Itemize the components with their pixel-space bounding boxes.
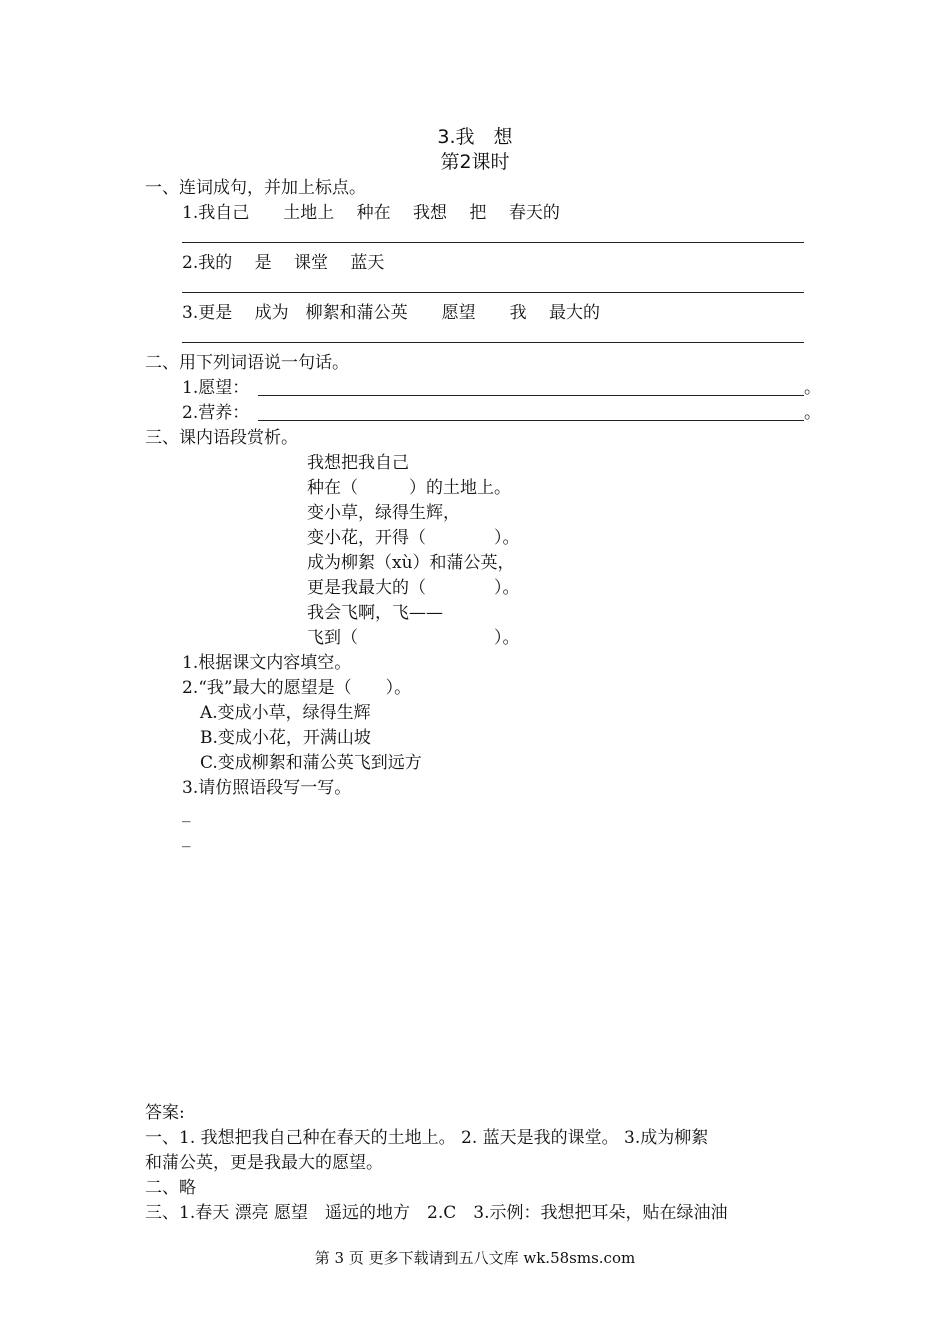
- question-1: 1.根据课文内容填空。: [182, 653, 352, 673]
- answer-line-2[interactable]: [182, 292, 804, 293]
- answer-line: 三、1.春天 漂亮 愿望 遥远的地方 2.C 3.示例：我想把耳朵，贴在绿油油: [145, 1203, 728, 1223]
- poem-line: 我想把我自己: [307, 453, 409, 473]
- question-3: 3.请仿照语段写一写。: [182, 778, 352, 798]
- answer-line-3[interactable]: [182, 342, 804, 343]
- answer-line-1[interactable]: [182, 242, 804, 243]
- answers-heading: 答案:: [145, 1103, 185, 1123]
- poem-line: 更是我最大的（ ）。: [307, 578, 520, 598]
- option-a[interactable]: A.变成小草，绿得生辉: [200, 703, 371, 723]
- lesson-subtitle: 第2课时: [440, 151, 510, 173]
- answer-line: 和蒲公英，更是我最大的愿望。: [145, 1153, 383, 1173]
- section1-item-1: 1.我自己 土地上 种在 我想 把 春天的: [182, 203, 560, 223]
- writing-blank-1[interactable]: _: [182, 803, 191, 823]
- poem-line: 成为柳絮（xù）和蒲公英，: [307, 553, 515, 573]
- section2-heading: 二、用下列词语说一句话。: [145, 353, 349, 373]
- period-mark-1: 。: [804, 378, 821, 398]
- sentence-line-1[interactable]: [258, 395, 804, 396]
- period-mark-2: 。: [804, 403, 821, 423]
- section1-item-3: 3.更是 成为 柳絮和蒲公英 愿望 我 最大的: [182, 303, 601, 323]
- answer-line: 一、1. 我想把我自己种在春天的土地上。 2. 蓝天是我的课堂。 3.成为柳絮: [145, 1128, 709, 1148]
- section2-item-1: 1.愿望：: [182, 378, 250, 398]
- option-b[interactable]: B.变成小花，开满山坡: [200, 728, 371, 748]
- section3-heading: 三、课内语段赏析。: [145, 428, 298, 448]
- section2-item-2: 2.营养：: [182, 403, 250, 423]
- poem-line: 变小草，绿得生辉，: [307, 503, 460, 523]
- option-c[interactable]: C.变成柳絮和蒲公英飞到远方: [200, 753, 422, 773]
- page-title: 3.我 想: [437, 126, 513, 148]
- section1-heading: 一、连词成句，并加上标点。: [145, 178, 366, 198]
- writing-blank-2[interactable]: _: [182, 828, 191, 848]
- poem-line: 变小花，开得（ ）。: [307, 528, 520, 548]
- section1-item-2: 2.我的 是 课堂 蓝天: [182, 253, 385, 273]
- poem-line: 种在（ ）的土地上。: [307, 478, 511, 498]
- question-2: 2.“我”最大的愿望是（ ）。: [182, 678, 412, 698]
- poem-line: 飞到（ ）。: [307, 628, 520, 648]
- sentence-line-2[interactable]: [258, 420, 804, 421]
- poem-line: 我会飞啊，飞——: [307, 603, 443, 623]
- page-footer: 第 3 页 更多下载请到五八文库 wk.58sms.com: [314, 1249, 636, 1267]
- answer-line: 二、略: [145, 1178, 196, 1198]
